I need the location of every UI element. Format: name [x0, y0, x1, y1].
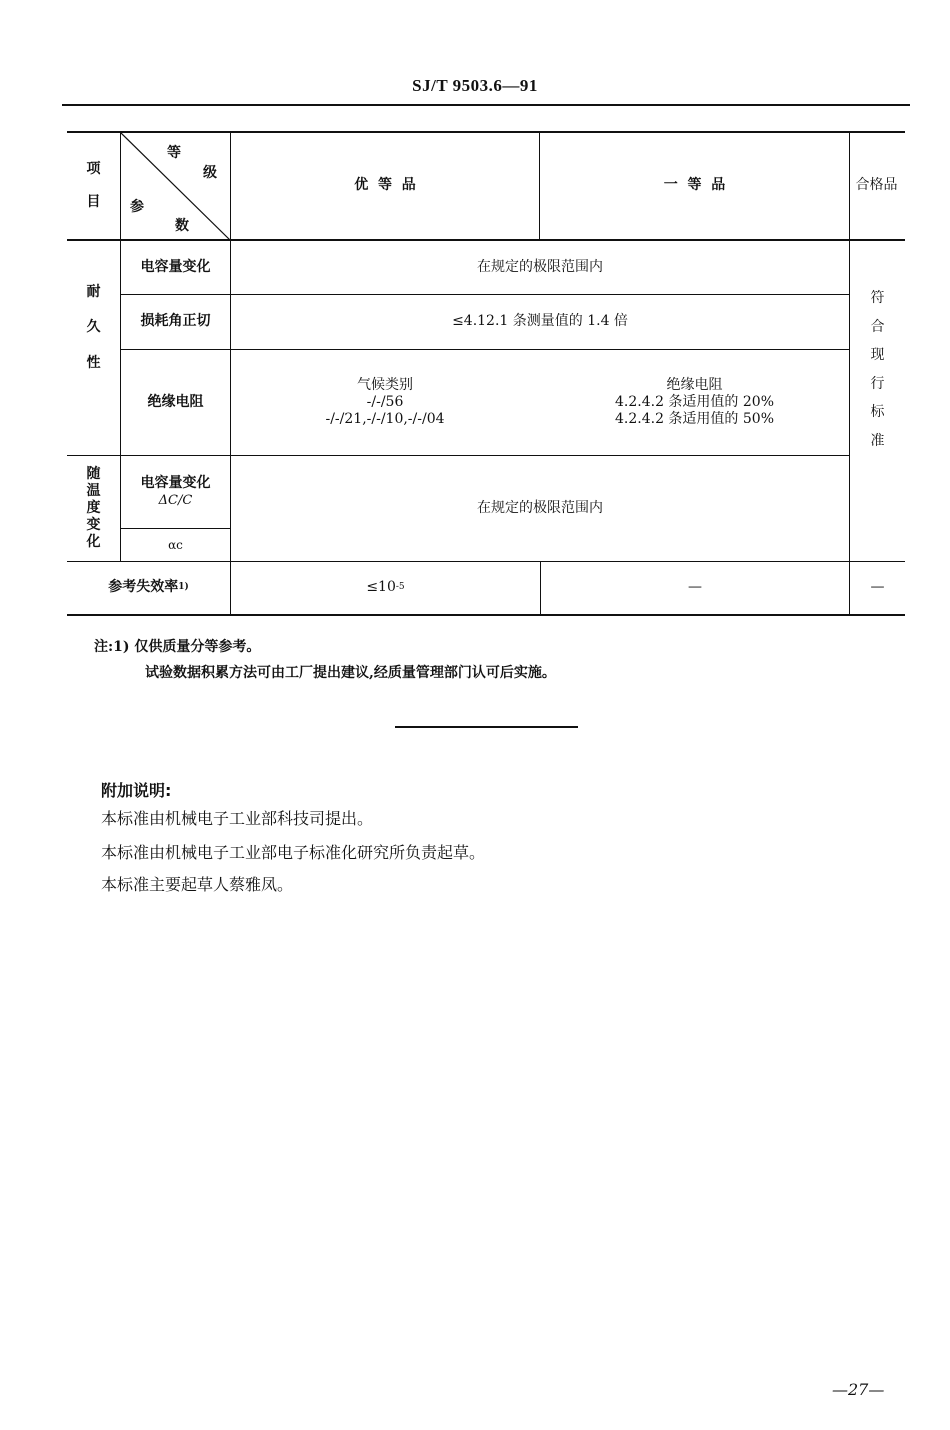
param-capacitance-temp: 电容量变化 ΔC/C	[140, 475, 211, 508]
param-insulation-resistance: 绝缘电阻	[147, 393, 204, 410]
diag-label-param-2: 数	[175, 218, 189, 234]
insulation-value-1: 4.2.4.2 条适用值的 20%	[615, 394, 774, 410]
delta-c-over-c: ΔC/C	[158, 493, 193, 508]
header-excellent-grade: 优 等 品	[354, 177, 416, 194]
value-temp-variation: 在规定的极限范围内	[477, 499, 603, 516]
header-qualified-grade: 合格品	[855, 177, 898, 194]
failure-rate-excellent: ≤10 -5	[366, 579, 405, 596]
insulation-title: 绝缘电阻	[666, 377, 723, 393]
header-rule	[62, 104, 910, 106]
climate-category-1: -/-/56	[366, 394, 404, 410]
climate-category-block	[231, 350, 539, 455]
diag-label-grade-2: 级	[203, 165, 217, 181]
value-loss-tangent: ≤4.12.1 条测量值的 1.4 倍	[452, 313, 628, 330]
group-temperature-variation: 随 温 度 变 化	[86, 466, 101, 550]
param-loss-tangent: 损耗角正切	[140, 313, 211, 330]
climate-category-2: -/-/21,-/-/10,-/-/04	[325, 411, 445, 427]
header-first-grade: 一 等 品	[663, 177, 726, 194]
note-2: 试验数据积累方法可由工厂提出建议,经质量管理部门认可后实施。	[145, 665, 556, 681]
table-bottom-rule	[67, 614, 905, 616]
insulation-value-2: 4.2.4.2 条适用值的 50%	[615, 411, 774, 427]
qualified-conform-standard: 符 合 现 行 标 准	[870, 290, 885, 449]
additional-line-1: 本标准由机械电子工业部科技司提出。	[101, 809, 374, 828]
additional-line-3: 本标准主要起草人蔡雅凤。	[101, 875, 294, 894]
insulation-value-block	[540, 350, 849, 455]
additional-line-2: 本标准由机械电子工业部电子标准化研究所负责起草。	[101, 843, 486, 862]
param-alpha-c: αc	[168, 537, 183, 552]
climate-category-title: 气候类别	[357, 377, 413, 393]
item-header: 项 目	[86, 160, 101, 210]
value-capacitance-change: 在规定的极限范围内	[477, 258, 603, 275]
group-durability: 耐 久 性	[86, 283, 101, 371]
failure-rate-label: 参考失效率 1)	[108, 579, 189, 596]
page-number: —27—	[832, 1380, 885, 1399]
note-1: 注:1) 仅供质量分等参考。	[94, 639, 261, 655]
failure-rate-first: —	[688, 579, 702, 596]
section-divider	[395, 726, 578, 728]
param-capacitance-change: 电容量变化	[140, 258, 211, 275]
failure-rate-qualified: —	[870, 579, 885, 596]
additional-title: 附加说明:	[101, 781, 172, 800]
diag-label-param-1: 参	[130, 199, 144, 215]
document-code: SJ/T 9503.6—91	[412, 76, 538, 95]
diag-label-grade-1: 等	[167, 145, 181, 161]
